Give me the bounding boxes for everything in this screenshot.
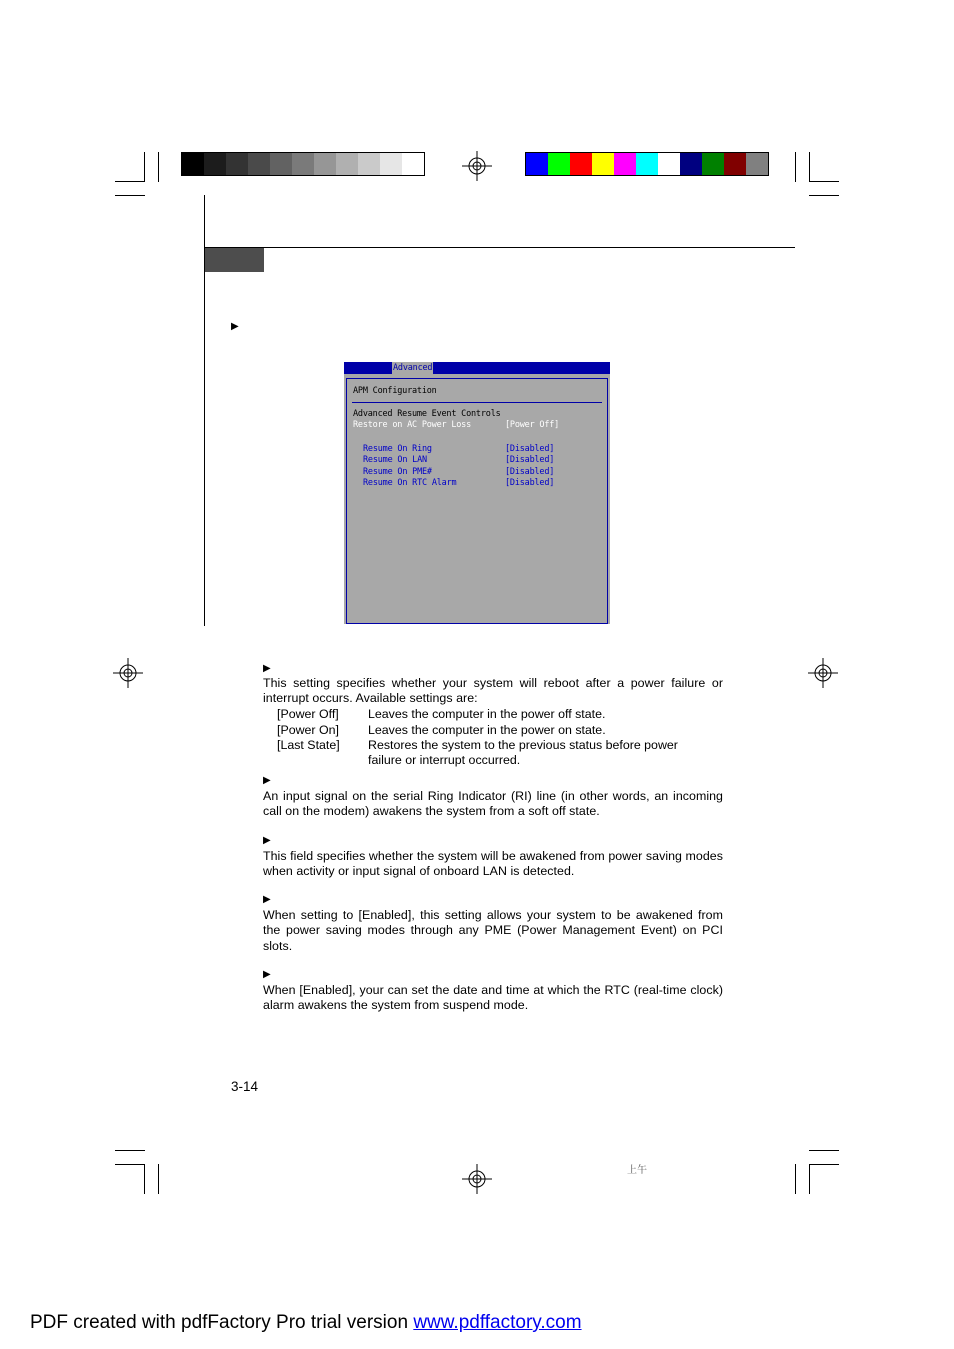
- crop-mark: [144, 152, 145, 182]
- registration-mark-icon: [113, 658, 143, 688]
- resume-lan-description: This field specifies whether the system will be awakened from power saving modes when activity or input signal of onboard LAN is detected.: [263, 849, 723, 879]
- option-desc: Leaves the computer in the power on state.: [368, 723, 606, 737]
- color-swatch: [658, 153, 680, 175]
- footer-text: PDF created with pdfFactory Pro trial version: [30, 1312, 414, 1333]
- crop-mark: [809, 152, 810, 182]
- restore-ac-description: This setting specifies whether your system will reboot after a power failure or interrupt occurs. Available settings are:: [263, 676, 723, 706]
- crop-mark: [809, 195, 839, 196]
- option-name: [Power Off]: [277, 707, 339, 721]
- header-rule: [204, 247, 795, 248]
- bios-menu-bar: [344, 362, 610, 374]
- color-swatch: [526, 153, 548, 175]
- color-swatch: [724, 153, 746, 175]
- bios-row-label[interactable]: Resume On LAN: [363, 455, 427, 465]
- crop-mark: [795, 1164, 796, 1194]
- resume-ring-description: An input signal on the serial Ring Indicator (RI) line (in other words, an incoming call on the modem) awakens the system from a soft off state.: [263, 789, 723, 819]
- color-swatch: [680, 153, 702, 175]
- option-name: [Power On]: [277, 723, 339, 737]
- crop-mark: [115, 1164, 145, 1165]
- bios-row-value[interactable]: [Disabled]: [505, 478, 555, 488]
- bios-separator: [352, 402, 602, 403]
- crop-mark: [144, 1164, 145, 1194]
- crop-mark: [158, 152, 159, 182]
- option-name: [Last State]: [277, 738, 340, 752]
- bios-row-value[interactable]: [Disabled]: [505, 467, 555, 477]
- bios-tab-advanced[interactable]: Advanced: [393, 363, 433, 373]
- resume-pme-description: When setting to [Enabled], this setting allows your system to be awakened from the power saving modes through any PME (Power Management Event) on PCI slots.: [263, 908, 723, 953]
- color-swatch: [592, 153, 614, 175]
- crop-mark: [809, 1164, 839, 1165]
- grayscale-color-bar: [181, 152, 425, 176]
- crop-mark: [795, 152, 796, 182]
- footer-link[interactable]: www.pdffactory.com: [413, 1312, 582, 1333]
- bios-row-value[interactable]: [Disabled]: [505, 455, 555, 465]
- bullet-arrow-icon: ▶: [263, 894, 271, 905]
- bios-group-title: Advanced Resume Event Controls: [353, 409, 501, 419]
- bios-row-label[interactable]: Resume On RTC Alarm: [363, 478, 457, 488]
- crop-mark: [115, 1150, 145, 1151]
- bios-row-label[interactable]: Resume On PME#: [363, 467, 432, 477]
- color-swatch: [636, 153, 658, 175]
- bullet-arrow-icon: ▶: [263, 969, 271, 980]
- bios-row-label[interactable]: Resume On Ring: [363, 444, 432, 454]
- color-swatch: [402, 153, 424, 175]
- registration-mark-icon: [462, 1164, 492, 1194]
- color-swatch: [292, 153, 314, 175]
- color-swatch: [226, 153, 248, 175]
- registration-mark-icon: [808, 658, 838, 688]
- pdf-footer: [30, 1311, 582, 1335]
- color-swatch: [336, 153, 358, 175]
- bios-row-value[interactable]: [Power Off]: [505, 420, 560, 430]
- crop-mark: [115, 181, 145, 182]
- color-swatch: [380, 153, 402, 175]
- color-swatch: [614, 153, 636, 175]
- color-swatch: [570, 153, 592, 175]
- option-desc: Restores the system to the previous status before power: [368, 738, 678, 752]
- bios-row-value[interactable]: [Disabled]: [505, 444, 555, 454]
- color-swatch: [314, 153, 336, 175]
- color-calibration-bar: [525, 152, 769, 176]
- bullet-arrow-icon: ▶: [263, 775, 271, 786]
- bullet-arrow-icon: ▶: [263, 663, 271, 674]
- bios-section-title: APM Configuration: [353, 386, 437, 396]
- crop-mark: [115, 195, 145, 196]
- chapter-tab: [205, 248, 264, 272]
- color-swatch: [248, 153, 270, 175]
- option-desc: failure or interrupt occurred.: [368, 753, 521, 767]
- crop-mark: [158, 1164, 159, 1194]
- color-swatch: [358, 153, 380, 175]
- bios-row-label[interactable]: Restore on AC Power Loss: [353, 420, 472, 430]
- color-swatch: [182, 153, 204, 175]
- option-desc: Leaves the computer in the power off state.: [368, 707, 606, 721]
- bullet-arrow-icon: ▶: [231, 321, 239, 332]
- resume-rtc-description: When [Enabled], your can set the date and time at which the RTC (real-time clock) alarm awakens the system from suspend mode.: [263, 983, 723, 1013]
- page-number: 3-14: [231, 1079, 259, 1094]
- color-swatch: [702, 153, 724, 175]
- color-swatch: [746, 153, 768, 175]
- bullet-arrow-icon: ▶: [263, 835, 271, 846]
- registration-mark-icon: [462, 151, 492, 181]
- crop-mark: [809, 1164, 810, 1194]
- color-swatch: [548, 153, 570, 175]
- corner-mark: 上午: [627, 1165, 647, 1176]
- bios-screenshot: [344, 362, 610, 624]
- color-swatch: [270, 153, 292, 175]
- color-swatch: [204, 153, 226, 175]
- crop-mark: [809, 1150, 839, 1151]
- crop-mark: [809, 181, 839, 182]
